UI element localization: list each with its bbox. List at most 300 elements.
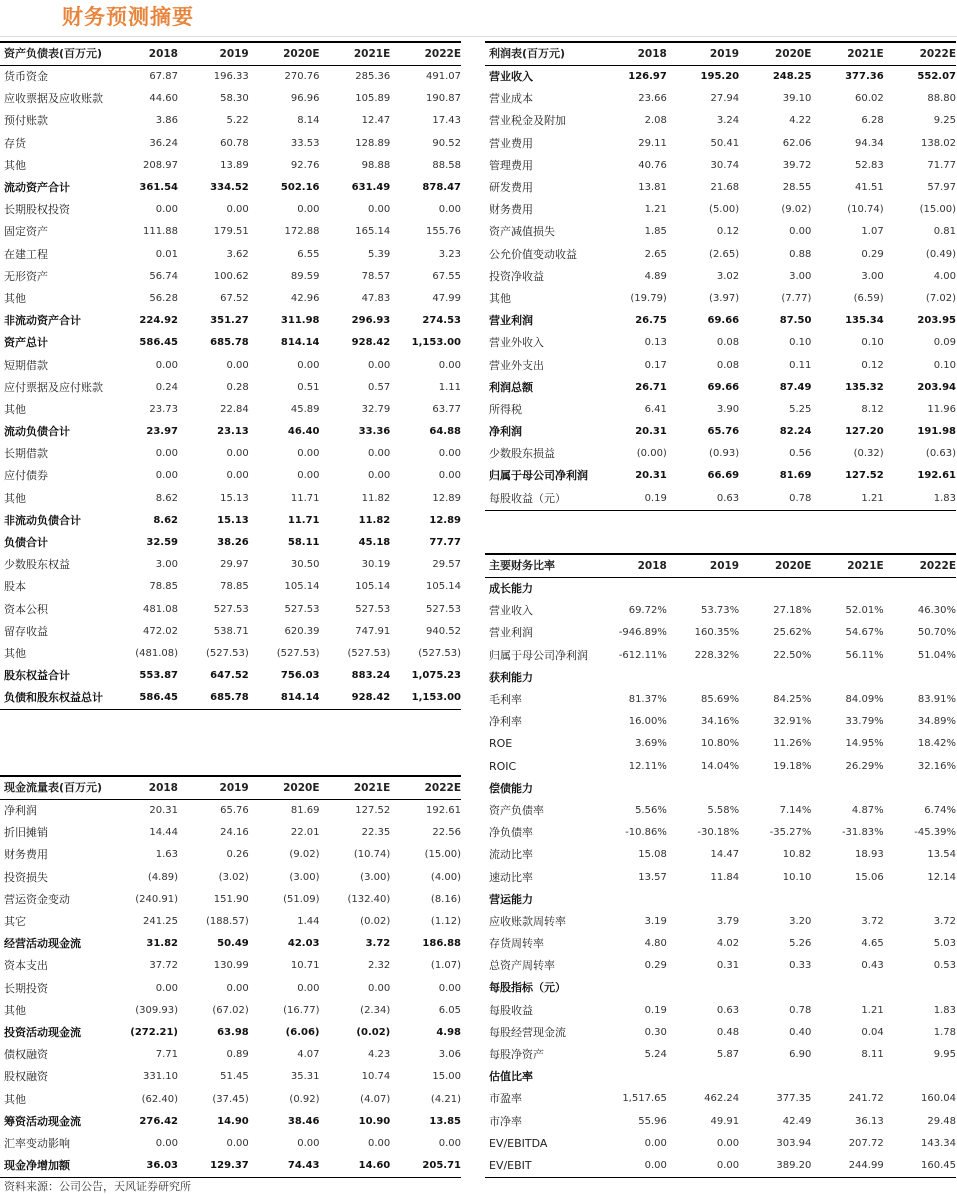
table-row <box>485 133 956 155</box>
table-row <box>485 244 956 266</box>
cell-value <box>884 578 956 601</box>
cell-value: 10.82 <box>782 849 812 861</box>
table-row <box>0 978 461 1000</box>
cell-value: 4.02 <box>716 938 740 950</box>
cell-value: 11.96 <box>927 403 956 415</box>
table-row <box>0 1088 461 1110</box>
cell-value: 47.83 <box>361 292 391 304</box>
cell-value: 77.77 <box>429 537 461 549</box>
cell-value: 192.61 <box>426 805 461 817</box>
cell-value: 0.89 <box>226 1049 249 1061</box>
cell-value: 30.74 <box>710 159 740 171</box>
cell-value: 1.83 <box>884 488 956 511</box>
cell-value: 22.50% <box>773 649 812 661</box>
row-label: 每股收益 <box>489 1003 533 1017</box>
table-row <box>485 844 956 866</box>
cell-value: 111.88 <box>143 226 178 238</box>
cell-value: 92.76 <box>290 159 320 171</box>
row-label: 归属于母公司净利润 <box>489 648 588 662</box>
cell-value: 0.10 <box>933 359 956 371</box>
cell-value <box>667 778 739 800</box>
cell-value: -35.27% <box>769 827 812 839</box>
cell-value: 361.54 <box>139 182 178 194</box>
table-row <box>0 1155 461 1178</box>
row-label: 其他 <box>4 158 26 172</box>
cell-value: 0.00 <box>226 359 249 371</box>
cell-value: 196.33 <box>213 71 249 83</box>
cell-value: 52.83 <box>855 159 884 171</box>
row-label: 营业利润 <box>489 626 533 640</box>
cell-value: 105.89 <box>355 93 391 105</box>
row-label: 净负债率 <box>489 826 533 840</box>
cell-value: 25.62% <box>773 627 812 639</box>
cell-value: 38.26 <box>217 537 249 549</box>
cell-value: (3.02) <box>218 871 249 883</box>
table-row <box>485 822 956 844</box>
table-title: 利润表(百万元) <box>485 42 616 66</box>
table-title: 主要财务比率 <box>485 554 616 578</box>
cell-value: 10.80% <box>700 738 740 750</box>
cell-value: 179.51 <box>213 226 249 238</box>
cell-value: 462.24 <box>704 1093 740 1105</box>
cell-value: 1,517.65 <box>622 1093 667 1105</box>
cell-value: 42.03 <box>287 938 320 950</box>
table-row <box>485 1044 956 1066</box>
cell-value: 351.27 <box>210 315 249 327</box>
cell-value: 228.32% <box>694 649 740 661</box>
row-label: 折旧摊销 <box>4 826 48 840</box>
cell-value: 0.00 <box>297 204 320 216</box>
cell-value: 20.31 <box>149 805 178 817</box>
cell-value: 151.90 <box>213 893 249 905</box>
cell-value: 135.32 <box>845 381 884 393</box>
row-label: 投资损失 <box>4 870 48 884</box>
cell-value <box>884 889 956 911</box>
cell-value: (67.02) <box>212 1004 249 1016</box>
cell-value: 94.34 <box>855 137 884 149</box>
cell-value: 527.53 <box>284 603 320 615</box>
cell-value: 0.00 <box>367 448 391 460</box>
cell-value: 756.03 <box>280 670 320 682</box>
table-row <box>485 711 956 733</box>
cell-value: 553.87 <box>139 670 178 682</box>
section-header-row <box>485 977 956 999</box>
cell-value: 6.05 <box>438 1004 461 1016</box>
year-header: 2018 <box>128 42 178 66</box>
cell-value: 0.12 <box>716 226 740 238</box>
cell-value: 78.85 <box>220 581 249 593</box>
row-label: 长期股权投资 <box>4 203 70 217</box>
row-label: 存货 <box>4 136 26 150</box>
cell-value: 5.56% <box>635 804 667 816</box>
cell-value: (481.08) <box>135 647 178 659</box>
cell-value: (0.02) <box>356 1026 391 1038</box>
cell-value: 883.24 <box>351 670 391 682</box>
cell-value: 7.71 <box>155 1049 178 1061</box>
cell-value: (3.97) <box>709 292 740 304</box>
cell-value: 83.91% <box>917 694 956 706</box>
cell-value: 172.88 <box>284 226 320 238</box>
table-row <box>0 377 461 399</box>
cell-value: 5.58% <box>707 804 740 816</box>
cell-value: 0.00 <box>789 226 812 238</box>
cell-value: 4.22 <box>789 115 812 127</box>
cell-value: 472.02 <box>143 625 178 637</box>
cell-value: 62.06 <box>782 137 812 149</box>
cell-value: (132.40) <box>347 893 391 905</box>
cell-value: 78.85 <box>149 581 178 593</box>
cell-value: 50.49 <box>217 938 249 950</box>
table-row <box>0 354 461 376</box>
cell-value: 747.91 <box>355 625 391 637</box>
cell-value: 0.00 <box>367 1137 391 1149</box>
cell-value: 0.08 <box>716 359 740 371</box>
row-label: 经营活动现金流 <box>4 937 81 951</box>
row-label: 营业外支出 <box>489 358 544 372</box>
cell-value: 814.14 <box>280 337 320 349</box>
table-row <box>485 600 956 622</box>
table-header-row <box>0 776 461 800</box>
row-label: 资产总计 <box>4 336 48 350</box>
row-label: 长期借款 <box>4 447 48 461</box>
cell-value: 28.55 <box>782 182 812 194</box>
cell-value: 15.13 <box>217 514 249 526</box>
cell-value <box>667 889 739 911</box>
year-header: 2020E <box>739 554 811 578</box>
row-label: 投资活动现金流 <box>4 1025 81 1039</box>
cell-value <box>616 1066 667 1088</box>
cell-value: 56.74 <box>149 270 178 282</box>
row-label: 总资产周转率 <box>489 959 555 973</box>
cell-value: 0.29 <box>644 960 667 972</box>
year-header: 2021E <box>811 554 883 578</box>
cell-value: 51.04% <box>917 649 956 661</box>
cell-value: 26.71 <box>635 381 667 393</box>
cell-value: 0.00 <box>438 982 461 994</box>
cell-value: 9.95 <box>933 1049 956 1061</box>
cell-value: (0.32) <box>853 448 884 460</box>
cell-value: 5.39 <box>367 248 391 260</box>
cell-value: 42.49 <box>782 1115 812 1127</box>
row-label: 营业收入 <box>489 604 533 618</box>
cell-value: 241.72 <box>848 1093 884 1105</box>
cell-value: 29.57 <box>432 559 461 571</box>
row-label: 存货周转率 <box>489 937 544 951</box>
cell-value: 0.26 <box>226 849 249 861</box>
cell-value: (51.09) <box>283 893 320 905</box>
cell-value: 5.24 <box>644 1049 667 1061</box>
cell-value: 0.00 <box>155 448 178 460</box>
cell-value: 0.17 <box>644 359 667 371</box>
cell-value: 4.80 <box>644 938 667 950</box>
cell-value: 0.00 <box>155 359 178 371</box>
cell-value: 12.14 <box>927 871 956 883</box>
table-header-row <box>0 42 461 66</box>
cell-value: (1.12) <box>430 916 461 928</box>
cell-value: 14.90 <box>217 1115 249 1127</box>
cell-value: (6.06) <box>285 1026 320 1038</box>
table-row <box>485 955 956 977</box>
cell-value: 84.25% <box>773 694 812 706</box>
row-label: 营业外收入 <box>489 336 544 350</box>
cell-value: 631.49 <box>351 182 391 194</box>
cell-value: 127.52 <box>845 470 884 482</box>
cell-value: 7.14% <box>779 804 812 816</box>
cell-value: 23.97 <box>146 426 178 438</box>
table-row <box>0 933 461 955</box>
cell-value: 3.72 <box>933 915 956 927</box>
row-label: 营业成本 <box>489 92 533 106</box>
row-label: 应付票据及应付账款 <box>4 380 103 394</box>
cell-value: 20.31 <box>635 426 667 438</box>
cell-value <box>884 778 956 800</box>
source-note: 资料来源：公司公告，天风证券研究所 <box>4 1180 191 1193</box>
year-header: 2020E <box>739 42 811 66</box>
cell-value: (62.40) <box>141 1093 178 1105</box>
cell-value: 66.69 <box>707 470 740 482</box>
table-row <box>0 1133 461 1155</box>
cell-value: 18.93 <box>855 849 884 861</box>
cell-value: 0.00 <box>155 470 178 482</box>
cell-value: 13.89 <box>220 159 249 171</box>
cell-value: 36.24 <box>149 137 178 149</box>
table-title: 现金流量表(百万元) <box>0 776 128 800</box>
cell-value: 14.60 <box>320 1155 391 1178</box>
cell-value: 0.13 <box>644 337 667 349</box>
cell-value: 296.93 <box>351 315 391 327</box>
cell-value: 303.94 <box>776 1137 812 1149</box>
cell-value: 8.62 <box>155 492 178 504</box>
cell-value: 69.72% <box>628 605 667 617</box>
cell-value: (15.00) <box>919 204 956 216</box>
row-label: 营业利润 <box>489 314 533 328</box>
cell-value: 9.25 <box>933 115 956 127</box>
cell-value <box>811 578 883 601</box>
cell-value: 3.23 <box>438 248 461 260</box>
cell-value: 81.69 <box>779 470 812 482</box>
cell-value: (10.74) <box>847 204 884 216</box>
table-row <box>485 1155 956 1178</box>
table-row <box>0 1000 461 1022</box>
cell-value: 0.51 <box>297 381 320 393</box>
cell-value: 4.23 <box>367 1049 391 1061</box>
table-row <box>485 221 956 243</box>
table-row <box>0 288 461 310</box>
cell-value: 100.62 <box>213 270 249 282</box>
row-label: 少数股东损益 <box>489 447 555 461</box>
cell-value: 4.00 <box>933 270 956 282</box>
table-row <box>485 933 956 955</box>
section-label: 偿债能力 <box>489 781 533 795</box>
cell-value: 32.59 <box>146 537 178 549</box>
cell-value: 685.78 <box>178 687 249 710</box>
cell-value: 65.76 <box>707 426 740 438</box>
row-label: 每股收益（元） <box>485 488 616 511</box>
cell-value: 13.85 <box>429 1115 461 1127</box>
cell-value: 0.00 <box>367 470 391 482</box>
cell-value: 1,153.00 <box>390 687 461 710</box>
cell-value: 78.57 <box>361 270 391 282</box>
cell-value <box>811 1066 883 1088</box>
cell-value: 57.97 <box>927 182 956 194</box>
row-label: 货币资金 <box>4 70 48 84</box>
row-label: 负债和股东权益总计 <box>0 687 128 710</box>
cell-value: 4.89 <box>644 270 667 282</box>
cell-value: 1,153.00 <box>411 337 461 349</box>
cell-value: 65.76 <box>220 805 249 817</box>
cell-value: 0.04 <box>861 1026 884 1038</box>
cell-value: 64.88 <box>429 426 461 438</box>
cell-value: 26.75 <box>635 315 667 327</box>
table-row <box>485 800 956 822</box>
cell-value: (5.00) <box>709 204 740 216</box>
cell-value: 3.00 <box>861 270 884 282</box>
row-label: 在建工程 <box>4 247 48 261</box>
year-header: 2020E <box>249 776 320 800</box>
key-ratios-table <box>485 553 956 1178</box>
cell-value: 0.00 <box>616 1155 667 1178</box>
cell-value: 23.73 <box>149 403 178 415</box>
cell-value: 0.31 <box>716 960 740 972</box>
cell-value: 647.52 <box>210 670 249 682</box>
cell-value: 6.55 <box>297 248 320 260</box>
row-label: 现金净增加额 <box>0 1155 128 1178</box>
row-label: 净利润 <box>4 804 37 818</box>
cell-value: 0.10 <box>861 337 884 349</box>
table-row <box>485 866 956 888</box>
cell-value: 8.12 <box>861 403 884 415</box>
row-label: 资产负债率 <box>489 803 544 817</box>
cell-value: 2.65 <box>644 248 667 260</box>
cell-value: 527.53 <box>213 603 249 615</box>
cell-value <box>884 1066 956 1088</box>
cell-value: 0.40 <box>789 1026 812 1038</box>
cell-value: 0.81 <box>933 226 956 238</box>
cell-value <box>667 667 739 689</box>
cell-value: 11.82 <box>358 514 391 526</box>
cell-value: 165.14 <box>355 226 391 238</box>
cell-value: 84.09% <box>845 694 884 706</box>
cell-value: 63.98 <box>217 1026 249 1038</box>
row-label: 流动负债合计 <box>4 425 70 439</box>
cell-value: 0.00 <box>226 982 249 994</box>
section-header-row <box>485 1066 956 1088</box>
cell-value: 6.74% <box>924 804 956 816</box>
cell-value: 13.54 <box>927 849 956 861</box>
row-label: 非流动负债合计 <box>4 513 81 527</box>
cell-value: 186.88 <box>422 938 461 950</box>
row-label: 其他 <box>489 291 511 305</box>
cell-value: 0.00 <box>297 359 320 371</box>
table-row <box>485 88 956 110</box>
cell-value: 0.78 <box>739 488 811 511</box>
cell-value: 241.25 <box>143 916 178 928</box>
cell-value: 82.24 <box>779 426 812 438</box>
cell-value: 5.25 <box>789 403 812 415</box>
cell-value: -10.86% <box>625 827 667 839</box>
cell-value: 38.46 <box>287 1115 320 1127</box>
cell-value: 203.95 <box>917 315 956 327</box>
cell-value: 0.11 <box>789 359 812 371</box>
cell-value: 0.00 <box>438 359 461 371</box>
cell-value: 56.11% <box>845 649 884 661</box>
cell-value: (9.02) <box>781 204 812 216</box>
cell-value: 127.20 <box>845 426 884 438</box>
cell-value: 105.14 <box>284 581 320 593</box>
cell-value: 12.89 <box>429 514 461 526</box>
table-row <box>485 110 956 132</box>
row-label: 归属于母公司净利润 <box>489 469 588 483</box>
table-row <box>0 1044 461 1066</box>
row-label: 应收账款周转率 <box>489 914 566 928</box>
cell-value: 191.98 <box>917 426 956 438</box>
cell-value: 1.83 <box>933 1004 956 1016</box>
cell-value: 0.00 <box>297 470 320 482</box>
cell-value: 30.50 <box>290 559 320 571</box>
cell-value: 87.49 <box>779 381 812 393</box>
row-label: 营业收入 <box>489 70 533 84</box>
cell-value: 620.39 <box>284 625 320 637</box>
cell-value: 3.72 <box>365 938 391 950</box>
row-label: 筹资活动现金流 <box>4 1114 81 1128</box>
row-label: 其他 <box>4 646 26 660</box>
section-header-row <box>485 778 956 800</box>
cell-value: 58.11 <box>287 537 320 549</box>
cell-value: 5.03 <box>933 938 956 950</box>
table-row <box>485 377 956 399</box>
cell-value: 22.35 <box>361 827 391 839</box>
cell-value <box>811 889 883 911</box>
year-header: 2022E <box>390 42 461 66</box>
cell-value: 3.00 <box>155 559 178 571</box>
cell-value: 928.42 <box>351 337 391 349</box>
cell-value: 27.18% <box>773 605 812 617</box>
cell-value: 2.32 <box>367 960 391 972</box>
cell-value: 814.14 <box>249 687 320 710</box>
cell-value: 0.19 <box>644 1004 667 1016</box>
row-label: EV/EBITDA <box>489 1136 548 1150</box>
cell-value: 940.52 <box>426 625 461 637</box>
row-label: 少数股东权益 <box>4 558 70 572</box>
row-label: 市盈率 <box>489 1092 522 1106</box>
cell-value: 69.66 <box>707 381 740 393</box>
cell-value: 3.02 <box>716 270 740 282</box>
cell-value: 538.71 <box>213 625 249 637</box>
table-row <box>485 66 956 89</box>
cell-value: 0.00 <box>367 982 391 994</box>
cell-value: 285.36 <box>355 71 391 83</box>
cell-value: 586.45 <box>128 687 178 710</box>
cell-value: 0.01 <box>155 248 178 260</box>
table-row <box>0 221 461 243</box>
cell-value: 878.47 <box>422 182 461 194</box>
cell-value: 1.63 <box>155 849 178 861</box>
cell-value: 29.97 <box>220 559 249 571</box>
cell-value: 1.21 <box>644 204 667 216</box>
cell-value: (37.45) <box>212 1093 249 1105</box>
row-label: 毛利率 <box>489 693 522 707</box>
table-row <box>0 576 461 598</box>
cell-value: 3.79 <box>716 915 740 927</box>
table-row <box>485 465 956 487</box>
cell-value: 23.66 <box>638 93 667 105</box>
cell-value: 45.89 <box>290 403 320 415</box>
cell-value: 58.30 <box>220 93 249 105</box>
table-row <box>485 421 956 443</box>
cell-value: 3.86 <box>155 115 178 127</box>
cell-value: 47.99 <box>432 292 461 304</box>
cell-value: 23.13 <box>217 426 249 438</box>
